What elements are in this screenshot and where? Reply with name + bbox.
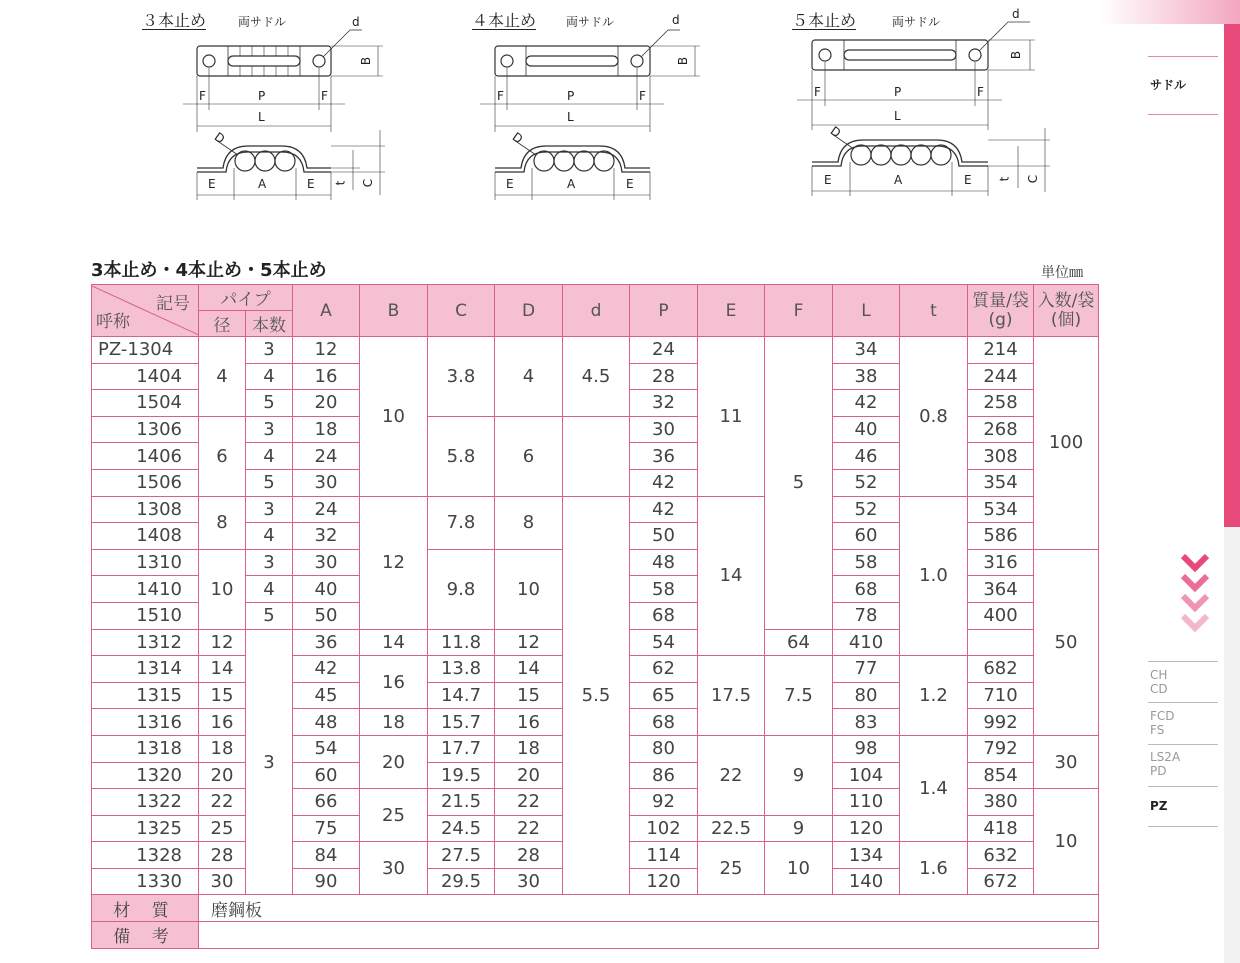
cell-p: 32 [630,390,698,417]
row-name: 1325 [92,815,199,842]
cell-l: 120 [833,815,900,842]
header-qty-label: 入数/袋 [1037,290,1095,311]
header-corner [92,285,199,337]
cell-a: 30 [293,549,360,576]
cell-mass: 586 [968,523,1034,550]
cell-p: 114 [630,842,698,869]
cell-t: 1.6 [900,842,968,895]
row-name: 1410 [92,576,199,603]
diagram-4-saddle-label: 両サドル [566,15,615,29]
diagram-4-e-right-label: E [626,177,634,191]
sidebar-divider [1148,661,1218,662]
sidebar-item-label: CH [1150,668,1168,682]
cell-c: 19.5 [428,762,495,789]
cell-kei: 12 [199,629,246,656]
cell-b: 12 [360,496,428,629]
cell-e: 11 [698,337,765,497]
cell-b: 10 [360,337,428,497]
cell-kei: 30 [199,868,246,895]
cell-a: 18 [293,416,360,443]
cell-honsu: 3 [246,629,293,895]
cell-kei: 20 [199,762,246,789]
row-name: 1504 [92,390,199,417]
cell-honsu: 5 [246,602,293,629]
cell-a: 24 [293,496,360,523]
cell-d: 28 [495,842,563,869]
cell-l: 64 [765,629,833,656]
cell-a: 12 [293,337,360,364]
cell-p: 24 [630,337,698,364]
cell-l: 80 [833,682,900,709]
diagram-4-f-left-label: F [497,89,504,103]
cell-kei: 4 [199,337,246,417]
diagram-4-b-label: B [676,56,691,66]
material-label: 材 質 [92,895,199,922]
row-name: 1308 [92,496,199,523]
row-name: 1506 [92,469,199,496]
cell-qty: 100 [1034,337,1099,550]
cell-e: 25 [698,842,765,895]
diagram-3-e-right-label: E [307,177,315,191]
cell-a: 48 [293,709,360,736]
cell-a: 45 [293,682,360,709]
cell-t: 1.4 [900,735,968,841]
row-name: 1406 [92,443,199,470]
row-name: 1510 [92,602,199,629]
cell-dhole: 5.5 [563,496,630,895]
cell-d: 8 [495,496,563,549]
cell-p: 48 [630,549,698,576]
cell-honsu: 4 [246,576,293,603]
cell-p: 58 [630,576,698,603]
row-name: 1322 [92,789,199,816]
sidebar-top-gradient [1100,0,1240,24]
cell-d: 4 [495,337,563,417]
row-name: PZ-1304 [92,337,199,364]
diagram-3-pipe-drawing [0,0,1100,210]
diagram-4-a-label: A [567,177,576,191]
header-kei: 径 [199,311,246,337]
diagram-3-p-label: P [258,89,266,103]
cell-f: 10 [765,842,833,895]
row-name: 1330 [92,868,199,895]
cell-c: 24.5 [428,815,495,842]
cell-p: 62 [630,656,698,683]
cell-mass: 244 [968,363,1034,390]
diagram-5-c-label: C [1026,174,1041,184]
diagram-5-d-label: d [1012,7,1020,21]
sidebar-divider [1148,114,1218,115]
cell-l: 104 [833,762,900,789]
cell-p: 42 [630,496,698,523]
cell-mass: 400 [968,602,1034,629]
cell-mass: 380 [968,789,1034,816]
diagram-3-d-pipe-label: D [211,129,228,147]
cell-mass: 854 [968,762,1034,789]
sidebar-item-fcd-fs[interactable] [1150,709,1175,737]
cell-honsu: 3 [246,337,293,364]
cell-d: 12 [495,629,563,656]
unit-label: 単位㎜ [1041,265,1083,281]
row-name: 1314 [92,656,199,683]
cell-b: 14 [360,629,428,656]
cell-d: 10 [495,549,563,629]
cell-p: 102 [630,815,698,842]
cell-qty: 10 [1034,789,1099,895]
cell-mass: 792 [968,735,1034,762]
cell-mass: 354 [968,469,1034,496]
cell-honsu: 3 [246,416,293,443]
cell-t: 1.2 [900,656,968,736]
cell-kei: 16 [199,709,246,736]
diagram-3-d-label: d [352,15,360,29]
chevron-down-icon [1180,552,1210,636]
cell-kei: 6 [199,416,246,496]
cell-c: 17.7 [428,735,495,762]
cell-t: 1.0 [900,496,968,656]
cell-d: 14 [495,656,563,683]
cell-e: 17.5 [698,656,765,736]
sidebar-divider [1148,786,1218,787]
cell-e: 22 [698,735,765,815]
diagram-5-l-label: L [894,109,901,123]
cell-p: 42 [630,469,698,496]
cell-t: 0.8 [900,337,968,497]
cell-l: 52 [833,496,900,523]
header-kigo: 記号 [156,294,190,314]
cell-d: 30 [495,868,563,895]
cell-mass: 418 [968,815,1034,842]
diagram-5-a-label: A [894,173,903,187]
cell-a: 90 [293,868,360,895]
cell-a: 84 [293,842,360,869]
cell-p: 65 [630,682,698,709]
cell-mass: 534 [968,496,1034,523]
cell-p: 68 [630,709,698,736]
cell-mass: 992 [968,709,1034,736]
cell-mass: 632 [968,842,1034,869]
cell-a: 42 [293,656,360,683]
diagram-3-f-left-label: F [199,89,206,103]
header-p: P [630,285,698,337]
sidebar-item-label: FCD [1150,709,1175,723]
header-a: A [293,285,360,337]
cell-c: 29.5 [428,868,495,895]
cell-c: 9.8 [428,549,495,629]
section-title: 3本止め・4本止め・5本止め [91,260,327,281]
sidebar-divider [1148,56,1218,57]
cell-mass: 682 [968,656,1034,683]
material-value: 磨鋼板 [199,895,1099,922]
cell-b: 25 [360,789,428,842]
cell-l: 83 [833,709,900,736]
cell-d: 6 [495,416,563,496]
diagram-4-l-label: L [567,110,574,124]
diagram-5-saddle-label: 両サドル [892,15,941,29]
header-t: t [900,285,968,337]
material-row [92,895,1099,922]
sidebar-strip-accent [1224,24,1240,527]
cell-kei: 18 [199,735,246,762]
header-b: B [360,285,428,337]
cell-honsu: 4 [246,443,293,470]
cell-qty: 50 [1034,549,1099,735]
cell-a: 75 [293,815,360,842]
cell-l: 52 [833,469,900,496]
row-name: 1408 [92,523,199,550]
cell-a: 16 [293,363,360,390]
cell-l: 58 [833,549,900,576]
cell-l: 98 [833,735,900,762]
sidebar-item-label: LS2A [1150,750,1181,764]
row-name: 1312 [92,629,199,656]
cell-dhole: 4.5 [563,337,630,417]
sidebar-divider [1148,702,1218,703]
diagram-5-d-pipe-label: D [827,123,844,141]
sidebar-divider [1148,744,1218,745]
header-kosho: 呼称 [96,312,130,332]
cell-mass: 308 [968,443,1034,470]
cell-e: 22.5 [698,815,765,842]
cell-mass: 316 [968,549,1034,576]
cell-p: 36 [630,443,698,470]
cell-d: 15 [495,682,563,709]
diagram-3-t-label: t [333,180,348,186]
cell-a: 54 [293,735,360,762]
cell-kei: 28 [199,842,246,869]
cell-p: 80 [630,735,698,762]
sidebar-item-ls2a-pd[interactable] [1150,750,1180,778]
cell-p: 50 [630,523,698,550]
cell-c: 13.8 [428,656,495,683]
cell-l: 140 [833,868,900,895]
cell-honsu: 3 [246,496,293,523]
remarks-value [199,922,1099,949]
cell-c: 15.7 [428,709,495,736]
cell-c: 11.8 [428,629,495,656]
header-c: C [428,285,495,337]
cell-mass: 410 [833,629,900,656]
cell-kei: 8 [199,496,246,549]
header-qty-unit: (個) [1050,309,1082,330]
header-pipe: パイプ [199,285,293,311]
cell-l: 134 [833,842,900,869]
header-d-pipe: D [495,285,563,337]
cell-honsu: 3 [246,549,293,576]
diagram-3-b-label: B [359,56,374,66]
diagram-3-c-label: C [361,178,376,188]
cell-l: 60 [833,523,900,550]
sidebar-item-saddle[interactable]: サドル [1150,78,1187,92]
cell-a: 20 [293,390,360,417]
row-name: 1310 [92,549,199,576]
diagram-4-d-label: d [672,13,680,27]
cell-p: 68 [630,602,698,629]
header-f: F [765,285,833,337]
cell-c: 3.8 [428,337,495,417]
cell-mass: 364 [968,576,1034,603]
cell-l: 78 [833,602,900,629]
cell-p: 86 [630,762,698,789]
cell-p: 54 [630,629,698,656]
cell-b: 20 [360,735,428,788]
cell-p: 30 [630,416,698,443]
cell-c: 14.7 [428,682,495,709]
cell-f: 9 [765,735,833,815]
diagram-4-f-right-label: F [639,89,646,103]
cell-d: 22 [495,815,563,842]
cell-l: 34 [833,337,900,364]
remarks-label: 備 考 [92,922,199,949]
cell-kei: 10 [199,549,246,629]
cell-qty: 30 [1034,735,1099,788]
cell-l: 77 [833,656,900,683]
cell-honsu: 5 [246,469,293,496]
cell-c: 7.8 [428,496,495,549]
cell-f: 9 [765,815,833,842]
cell-a: 24 [293,443,360,470]
diagram-4-title: ４本止め [472,11,537,30]
header-mass-label: 質量/袋 [972,290,1029,311]
cell-kei: 22 [199,789,246,816]
cell-a: 30 [293,469,360,496]
header-honsu: 本数 [246,311,293,337]
diagram-5-e-left-label: E [824,173,832,187]
row-name: 1315 [92,682,199,709]
cell-b: 16 [360,656,428,709]
cell-d: 18 [495,735,563,762]
sidebar-item-ch-cd[interactable] [1150,668,1168,696]
diagram-3-title: ３本止め [142,11,207,30]
cell-d: 16 [495,709,563,736]
diagram-4-d-pipe-label: D [509,129,526,147]
spec-table [91,284,1099,949]
cell-p: 28 [630,363,698,390]
row-name: 1318 [92,735,199,762]
cell-kei: 25 [199,815,246,842]
cell-a: 66 [293,789,360,816]
diagram-3-l-label: L [258,110,265,124]
cell-a: 40 [293,576,360,603]
sidebar-item-pz[interactable]: PZ [1150,799,1168,813]
row-name: 1306 [92,416,199,443]
cell-kei: 14 [199,656,246,683]
row-name: 1316 [92,709,199,736]
cell-l: 68 [833,576,900,603]
diagram-3-e-left-label: E [208,177,216,191]
diagram-3-saddle-label: 両サドル [238,15,287,29]
diagram-5-title: ５本止め [792,11,857,30]
row-name: 1320 [92,762,199,789]
sidebar-strip [1224,24,1240,963]
cell-mass: 710 [968,682,1034,709]
cell-l: 38 [833,363,900,390]
row-name: 1404 [92,363,199,390]
cell-c: 5.8 [428,416,495,496]
cell-kei: 15 [199,682,246,709]
cell-dhole [563,416,630,496]
cell-a: 36 [293,629,360,656]
row-name: 1328 [92,842,199,869]
cell-d: 22 [495,789,563,816]
diagram-4-p-label: P [567,89,575,103]
cell-l: 42 [833,390,900,417]
cell-a: 60 [293,762,360,789]
diagram-5-f-right-label: F [977,85,984,99]
cell-c: 27.5 [428,842,495,869]
sidebar-divider [1148,826,1218,827]
table-row [92,496,1099,523]
table-row [92,337,1099,364]
cell-b: 18 [360,709,428,736]
cell-l: 46 [833,443,900,470]
remarks-row [92,922,1099,949]
cell-a: 50 [293,602,360,629]
sidebar-item-label: FS [1150,723,1165,737]
diagram-3-a-label: A [258,177,267,191]
cell-d: 20 [495,762,563,789]
cell-e: 14 [698,496,765,656]
cell-c: 21.5 [428,789,495,816]
sidebar-item-label: PD [1150,764,1167,778]
header-mass [968,285,1034,337]
cell-b: 30 [360,842,428,895]
diagram-5-b-label: B [1009,50,1024,60]
cell-honsu: 4 [246,523,293,550]
sidebar-item-label: CD [1150,682,1168,696]
cell-a: 32 [293,523,360,550]
header-e: E [698,285,765,337]
cell-honsu: 5 [246,390,293,417]
cell-mass: 258 [968,390,1034,417]
diagram-5-p-label: P [894,85,902,99]
cell-mass: 214 [968,337,1034,364]
header-qty [1034,285,1099,337]
cell-l: 110 [833,789,900,816]
diagram-5-f-left-label: F [814,85,821,99]
diagram-5-t-label: t [997,176,1012,182]
header-mass-unit: (g) [988,309,1013,330]
diagram-5-e-right-label: E [964,173,972,187]
cell-mass: 672 [968,868,1034,895]
diagram-4-e-left-label: E [506,177,514,191]
cell-mass: 268 [968,416,1034,443]
diagram-3-f-right-label: F [321,89,328,103]
header-d-hole: d [563,285,630,337]
cell-p: 92 [630,789,698,816]
cell-f: 7.5 [765,656,833,736]
cell-p: 120 [630,868,698,895]
cell-honsu: 4 [246,363,293,390]
header-l: L [833,285,900,337]
cell-f: 5 [765,337,833,630]
cell-l: 40 [833,416,900,443]
